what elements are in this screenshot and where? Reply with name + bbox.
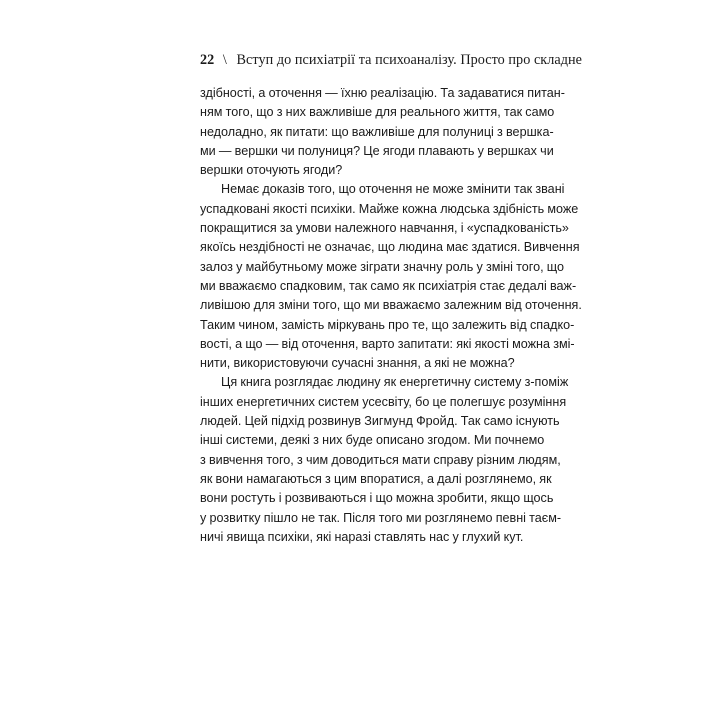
header-separator: \ [222,52,227,68]
text-line: вони ростуть і розвиваються і що можна зробити, якщо щось [200,491,554,506]
running-head [200,52,582,69]
text-line: у розвитку пішло не так. Після того ми розглянемо певні таєм- [200,510,562,525]
text-line: ням того, що з них важливіше для реального життя, так само [200,105,555,120]
text-line: якоїсь нездібності не означає, що людина має здатися. Вивчення [200,240,580,255]
text-line: ливішою для зміни того, що ми вважаємо залежним від оточення. [200,298,582,313]
text-line: ми — вершки чи полуниця? Це ягоди плавають у вершках чи [200,143,554,158]
text-line: недоладно, як питати: що важливіше для полуниці з вершка- [200,124,554,139]
text-line: покращитися за умови належного навчання, і «успадкованість» [200,221,569,236]
text-line: нити, використовуючи сучасні знання, а які не можна? [200,356,515,371]
text-line: ми вважаємо спадковим, так само як психіатрія стає дедалі важ- [200,278,577,293]
text-line: здібності, а оточення — їхню реалізацію. Та задаватися питан- [200,86,565,100]
body-text [200,84,582,547]
text-line: Ця книга розглядає людину як енергетичну систему з-поміж [221,375,569,390]
text-line: Таким чином, замість міркувань про те, що залежить від спадко- [200,317,575,332]
page-number: 22 [200,52,215,68]
text-line: ничі явища психіки, які наразі ставлять нас у глухий кут. [200,529,524,544]
text-line: вершки оточують ягоди? [200,163,343,178]
text-line: інших енергетичних систем усесвіту, бо це полегшує розуміння [200,394,567,409]
book-title: Вступ до психіатрії та психоаналізу. Просто про складне [236,52,582,68]
text-line: інші системи, деякі з них буде описано згодом. Ми почнемо [200,433,545,448]
text-line: залоз у майбутньому може зіграти значну роль у зміні того, що [200,259,565,274]
text-line: вості, а що — від оточення, варто запитати: які якості можна змі- [200,336,575,351]
text-line: з вивчення того, з чим доводиться мати справу різним людям, [200,452,561,467]
text-line: успадковані якості психіки. Майже кожна людська здібність може [200,201,579,216]
text-line: людей. Цей підхід розвинув Зигмунд Фройд. Так само існують [200,414,560,429]
text-line: Немає доказів того, що оточення не може змінити так звані [221,182,565,197]
text-line: як вони намагаються з цим впоратися, а далі розглянемо, як [200,471,552,486]
